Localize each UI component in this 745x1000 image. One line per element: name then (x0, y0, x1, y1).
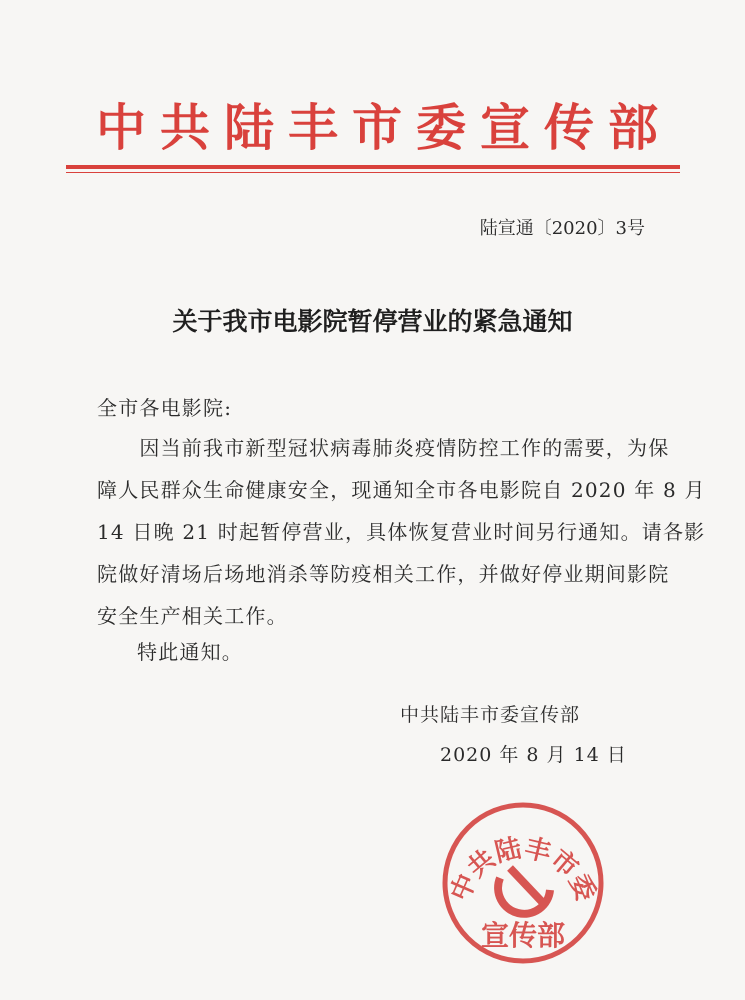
body-line: 14 日晚 21 时起暂停营业，具体恢复营业时间另行通知。请各影 (97, 520, 706, 544)
letterhead-rule-thin (66, 172, 680, 173)
official-seal (440, 800, 606, 966)
signature-organization: 中共陆丰市委宣传部 (400, 704, 581, 726)
closing: 特此通知。 (137, 640, 243, 664)
seal-text-top: 中共陆丰市委 (445, 833, 601, 906)
body-line: 院做好清场后场地消杀等防疫相关工作，并做好停业期间影院 (97, 562, 670, 586)
seal-text-bottom: 宣传部 (480, 919, 566, 952)
document-number: 陆宣通〔2020〕3号 (479, 218, 645, 239)
body-line: 因当前我市新型冠状病毒肺炎疫情防控工作的需要，为保 (97, 436, 670, 460)
letterhead-rule-thick (66, 165, 680, 169)
body-line: 障人民群众生命健康安全，现通知全市各电影院自 2020 年 8 月 (97, 478, 706, 502)
document-title: 关于我市电影院暂停营业的紧急通知 (172, 307, 573, 336)
letterhead-organization: 中共陆丰市委宣传部 (96, 98, 672, 157)
body-line: 安全生产相关工作。 (97, 604, 288, 628)
salutation: 全市各电影院: (97, 396, 233, 420)
hammer-icon (510, 868, 544, 904)
signature-date: 2020 年 8 月 14 日 (440, 744, 627, 766)
